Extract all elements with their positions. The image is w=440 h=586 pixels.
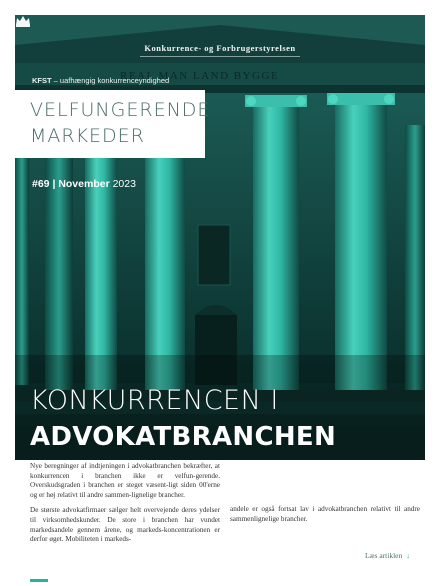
tagline-strong: KFST — [32, 76, 52, 85]
article-column-1 — [30, 462, 220, 551]
issue-year: 2023 — [109, 178, 136, 190]
hero-image — [15, 15, 425, 460]
read-article-link[interactable] — [365, 551, 410, 560]
tagline-rest: – uafhængig konkurrenceyndighed — [51, 76, 170, 85]
series-title-line2: MARKEDER — [30, 125, 145, 147]
article-paragraph-2: De største advokatfirmaer sælger helt overvejende deres ydelser til virksomhedskunder. De store i branchen har vundet markedsandele gennem årene, og markeds-koncentrationen er derfor øget. Mobiliteten i markeds- — [30, 506, 220, 544]
article-column-2 — [230, 505, 420, 524]
issue-month: November — [58, 178, 110, 190]
issue-line — [32, 178, 136, 190]
masthead-divider — [140, 56, 300, 57]
headline-line2: ADVOKATBRANCHEN — [30, 422, 337, 452]
issue-number: #69 — [32, 178, 50, 190]
arrow-down-icon: ↓ — [406, 551, 410, 560]
read-article-label: Læs artiklen — [364, 551, 403, 560]
article-paragraph-3: andele er også fortsat lav i advokatbranchen relativt til andre sammenlignelige brancher. — [230, 505, 420, 523]
inscription-text: REAL MAN LAND BYGGE — [120, 70, 280, 82]
accent-bar — [30, 579, 48, 582]
series-title-line1: VELFUNGERENDE — [30, 99, 211, 121]
article-paragraph-1: Nye beregninger af indtjeningen i advokatbranchen bekræfter, at konkurrencen i branchen ikke er velfun-gerende. Overskudsgraden i branchen er steget væsent-ligt siden 00'erne og er høj relativt til andre sammen-lignelige brancher. — [30, 462, 220, 499]
crown-icon — [15, 15, 31, 27]
series-title-box — [15, 90, 211, 158]
tagline — [32, 76, 169, 85]
issue-separator: | — [49, 178, 59, 190]
headline-line1: KONKURRENCEN I — [30, 385, 279, 416]
publisher-name: Konkurrence- og Forbrugerstyrelsen — [144, 43, 296, 53]
